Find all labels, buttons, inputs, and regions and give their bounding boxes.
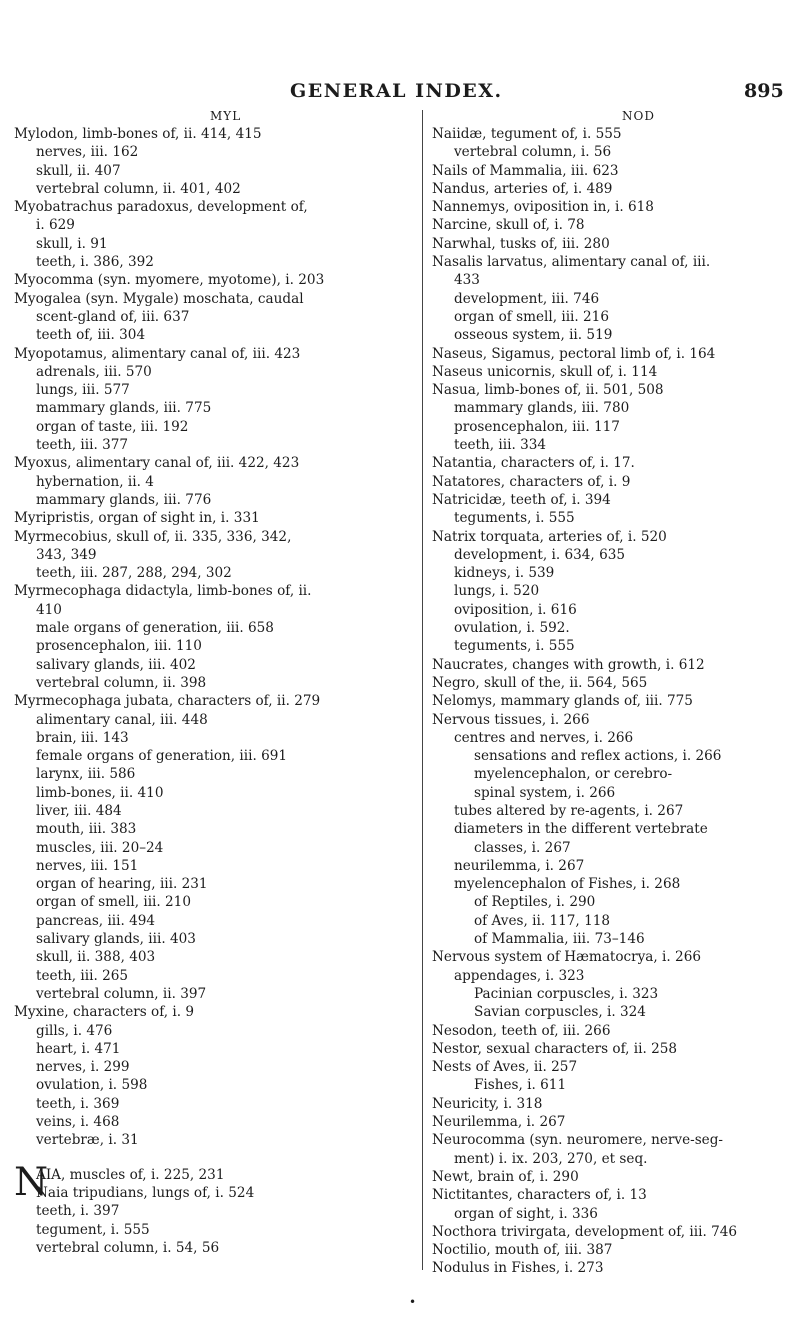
index-entry: Myoxus, alimentary canal of, iii. 422, 423 — [14, 455, 300, 472]
index-entry: Myrmecophaga didactyla, limb-bones of, ii. — [14, 583, 312, 600]
index-subentry: teeth, iii. 265 — [36, 967, 129, 984]
index-entry: Nelomys, mammary glands of, iii. 775 — [432, 693, 693, 710]
index-subentry: osseous system, ii. 519 — [454, 327, 613, 344]
index-subentry: skull, i. 91 — [36, 235, 108, 252]
index-subentry: nerves, iii. 151 — [36, 857, 139, 874]
index-entry: Nannemys, oviposition in, i. 618 — [432, 199, 654, 216]
index-subentry: tubes altered by re-agents, i. 267 — [454, 802, 684, 819]
index-subentry: myelencephalon, or cerebro- — [474, 766, 673, 783]
index-entry: Myrmecophaga jubata, characters of, ii. 279 — [14, 693, 321, 710]
index-entry-continuation: 410 — [36, 601, 62, 618]
index-subentry: alimentary canal, iii. 448 — [36, 711, 208, 728]
index-entry: Nestor, sexual characters of, ii. 258 — [432, 1040, 678, 1057]
index-entry: Natrix torquata, arteries of, i. 520 — [432, 528, 667, 545]
index-entry: Naucrates, changes with growth, i. 612 — [432, 656, 705, 673]
running-title: GENERAL INDEX. — [290, 80, 503, 102]
index-entry: Neurilemma, i. 267 — [432, 1114, 566, 1131]
index-entry: Nests of Aves, ii. 257 — [432, 1059, 578, 1076]
index-subentry: centres and nerves, i. 266 — [454, 729, 634, 746]
index-entry: Myogalea (syn. Mygale) moschata, caudal — [14, 290, 304, 307]
index-entry: Narwhal, tusks of, iii. 280 — [432, 235, 610, 252]
index-subentry: vertebral column, ii. 397 — [36, 985, 207, 1002]
index-subentry: classes, i. 267 — [474, 839, 571, 856]
left-catchword: MYL — [210, 109, 242, 123]
index-entry: Mylodon, limb-bones of, ii. 414, 415 — [14, 126, 262, 142]
index-entry: Naseus, Sigamus, pectoral limb of, i. 164 — [432, 345, 716, 362]
index-subentry: larynx, iii. 586 — [36, 766, 136, 783]
index-entry: Myripristis, organ of sight in, i. 331 — [14, 510, 260, 527]
index-subentry: of Mammalia, iii. 73–146 — [474, 931, 645, 948]
index-subentry: lungs, i. 520 — [454, 583, 540, 600]
index-entry: Natatores, characters of, i. 9 — [432, 473, 631, 490]
index-subentry: of Aves, ii. 117, 118 — [474, 912, 611, 929]
index-subentry: nerves, iii. 162 — [36, 144, 139, 161]
right-index-column — [432, 125, 794, 1278]
index-entry-continuation: 343, 349 — [36, 546, 97, 563]
index-entry: Nervous system of Hæmatocrya, i. 266 — [432, 949, 701, 966]
index-entry: Nictitantes, characters of, i. 13 — [432, 1187, 647, 1204]
index-entry: Myocomma (syn. myomere, myotome), i. 203 — [14, 272, 325, 289]
index-entry: Myxine, characters of, i. 9 — [14, 1004, 195, 1021]
index-subentry: pancreas, iii. 494 — [36, 912, 156, 929]
index-subentry: mammary glands, iii. 776 — [36, 491, 212, 508]
index-subentry: vertebral column, i. 54, 56 — [36, 1239, 220, 1256]
index-entry: Natricidæ, teeth of, i. 394 — [432, 491, 611, 508]
index-entry: Myobatrachus paradoxus, development of, — [14, 199, 308, 216]
index-subentry: oviposition, i. 616 — [454, 601, 577, 618]
index-entry: Nervous tissues, i. 266 — [432, 711, 590, 728]
index-subentry: salivary glands, iii. 402 — [36, 656, 196, 673]
index-subentry: vertebræ, i. 31 — [36, 1132, 139, 1149]
index-subentry: veins, i. 468 — [36, 1114, 120, 1131]
index-entry: Naseus unicornis, skull of, i. 114 — [432, 363, 658, 380]
index-subentry: organ of smell, iii. 216 — [454, 308, 609, 325]
index-entry-continuation: i. 629 — [36, 217, 75, 234]
column-divider — [422, 110, 423, 1270]
index-subentry: of Reptiles, i. 290 — [474, 894, 596, 911]
index-entry: Nesodon, teeth of, iii. 266 — [432, 1022, 611, 1039]
index-subentry: organ of sight, i. 336 — [454, 1205, 598, 1222]
index-subentry: diameters in the different vertebrate — [454, 821, 708, 838]
index-subentry: tegument, i. 555 — [36, 1221, 150, 1238]
index-subentry: neurilemma, i. 267 — [454, 857, 585, 874]
page-header — [0, 0, 801, 123]
index-entry: Naia tripudians, lungs of, i. 524 — [36, 1184, 255, 1201]
index-subentry: Savian corpuscles, i. 324 — [474, 1004, 646, 1021]
index-subentry: organ of smell, iii. 210 — [36, 894, 191, 911]
footer-mark: • — [409, 1295, 417, 1309]
index-entry-text: AIA, muscles of, i. 225, 231 — [36, 1166, 225, 1183]
index-subentry: limb-bones, ii. 410 — [36, 784, 164, 801]
index-entry: Newt, brain of, i. 290 — [432, 1168, 579, 1185]
index-subentry: prosencephalon, iii. 110 — [36, 638, 202, 655]
index-subentry: Fishes, i. 611 — [474, 1077, 567, 1094]
index-subentry: heart, i. 471 — [36, 1040, 121, 1057]
index-subentry: teguments, i. 555 — [454, 510, 575, 527]
index-subentry: teeth, iii. 334 — [454, 437, 547, 454]
index-subentry: development, iii. 746 — [454, 290, 600, 307]
index-subentry: vertebral column, i. 56 — [454, 144, 612, 161]
index-subentry: gills, i. 476 — [36, 1022, 113, 1039]
index-subentry: vertebral column, ii. 398 — [36, 674, 207, 691]
index-entry: Nocthora trivirgata, development of, iii. 746 — [432, 1223, 738, 1240]
index-entry: Neurocomma (syn. neuromere, nerve-seg- — [432, 1132, 724, 1149]
index-subentry: skull, ii. 388, 403 — [36, 949, 156, 966]
index-entry-continuation: scent-gland of, iii. 637 — [36, 308, 190, 325]
index-subentry: mouth, iii. 383 — [36, 821, 137, 838]
index-subentry: organ of hearing, iii. 231 — [36, 876, 208, 893]
index-subentry: spinal system, i. 266 — [474, 784, 616, 801]
index-entry: Neuricity, i. 318 — [432, 1095, 543, 1112]
index-subentry: mammary glands, iii. 780 — [454, 400, 630, 417]
index-subentry: teguments, i. 555 — [454, 638, 575, 655]
index-entry: Noctilio, mouth of, iii. 387 — [432, 1242, 613, 1259]
index-subentry: appendages, i. 323 — [454, 967, 585, 984]
index-entry-continuation: ment) i. ix. 203, 270, et seq. — [454, 1150, 648, 1167]
index-entry: Nasalis larvatus, alimentary canal of, iii. — [432, 254, 711, 271]
drop-cap: N — [14, 1159, 49, 1205]
index-subentry: Pacinian corpuscles, i. 323 — [474, 985, 659, 1002]
index-entry: Nandus, arteries of, i. 489 — [432, 180, 613, 197]
index-subentry: teeth of, iii. 304 — [36, 327, 146, 344]
index-entry: Myrmecobius, skull of, ii. 335, 336, 342, — [14, 528, 292, 545]
left-index-column — [14, 125, 404, 1257]
index-subentry: salivary glands, iii. 403 — [36, 931, 196, 948]
index-subentry: kidneys, i. 539 — [454, 565, 555, 582]
index-subentry: female organs of generation, iii. 691 — [36, 748, 288, 765]
index-entry: Nasua, limb-bones of, ii. 501, 508 — [432, 382, 664, 399]
index-entry: Nodulus in Fishes, i. 273 — [432, 1260, 604, 1277]
index-subentry: muscles, iii. 20–24 — [36, 839, 164, 856]
index-subentry: teeth, i. 386, 392 — [36, 254, 154, 271]
index-subentry: male organs of generation, iii. 658 — [36, 620, 274, 637]
index-subentry: liver, iii. 484 — [36, 802, 122, 819]
index-subentry: development, i. 634, 635 — [454, 546, 626, 563]
index-subentry: ovulation, i. 598 — [36, 1077, 148, 1094]
index-subentry: sensations and reflex actions, i. 266 — [474, 748, 722, 765]
index-entry-continuation: 433 — [454, 272, 480, 289]
page-number: 895 — [744, 80, 784, 102]
index-subentry: lungs, iii. 577 — [36, 382, 130, 399]
index-subentry: teeth, i. 369 — [36, 1095, 120, 1112]
index-subentry: teeth, iii. 287, 288, 294, 302 — [36, 565, 232, 582]
index-entry: Narcine, skull of, i. 78 — [432, 217, 585, 234]
index-subentry: prosencephalon, iii. 117 — [454, 418, 620, 435]
index-subentry: organ of taste, iii. 192 — [36, 418, 189, 435]
index-subentry: myelencephalon of Fishes, i. 268 — [454, 876, 681, 893]
index-entry: Myopotamus, alimentary canal of, iii. 423 — [14, 345, 301, 362]
index-entry: Nails of Mammalia, iii. 623 — [432, 162, 619, 179]
right-catchword: NOD — [622, 109, 655, 123]
index-entry: Negro, skull of the, ii. 564, 565 — [432, 674, 648, 691]
index-subentry: brain, iii. 143 — [36, 729, 129, 746]
index-entry: Naiidæ, tegument of, i. 555 — [432, 126, 622, 142]
index-subentry: nerves, i. 299 — [36, 1059, 130, 1076]
index-subentry: teeth, iii. 377 — [36, 437, 129, 454]
index-subentry: skull, ii. 407 — [36, 162, 121, 179]
index-subentry: adrenals, iii. 570 — [36, 363, 152, 380]
index-subentry: mammary glands, iii. 775 — [36, 400, 212, 417]
index-entry: Natantia, characters of, i. 17. — [432, 455, 635, 472]
index-subentry: hybernation, ii. 4 — [36, 473, 154, 490]
index-subentry: ovulation, i. 592. — [454, 620, 570, 637]
index-subentry: teeth, i. 397 — [36, 1203, 120, 1220]
index-subentry: vertebral column, ii. 401, 402 — [36, 180, 241, 197]
